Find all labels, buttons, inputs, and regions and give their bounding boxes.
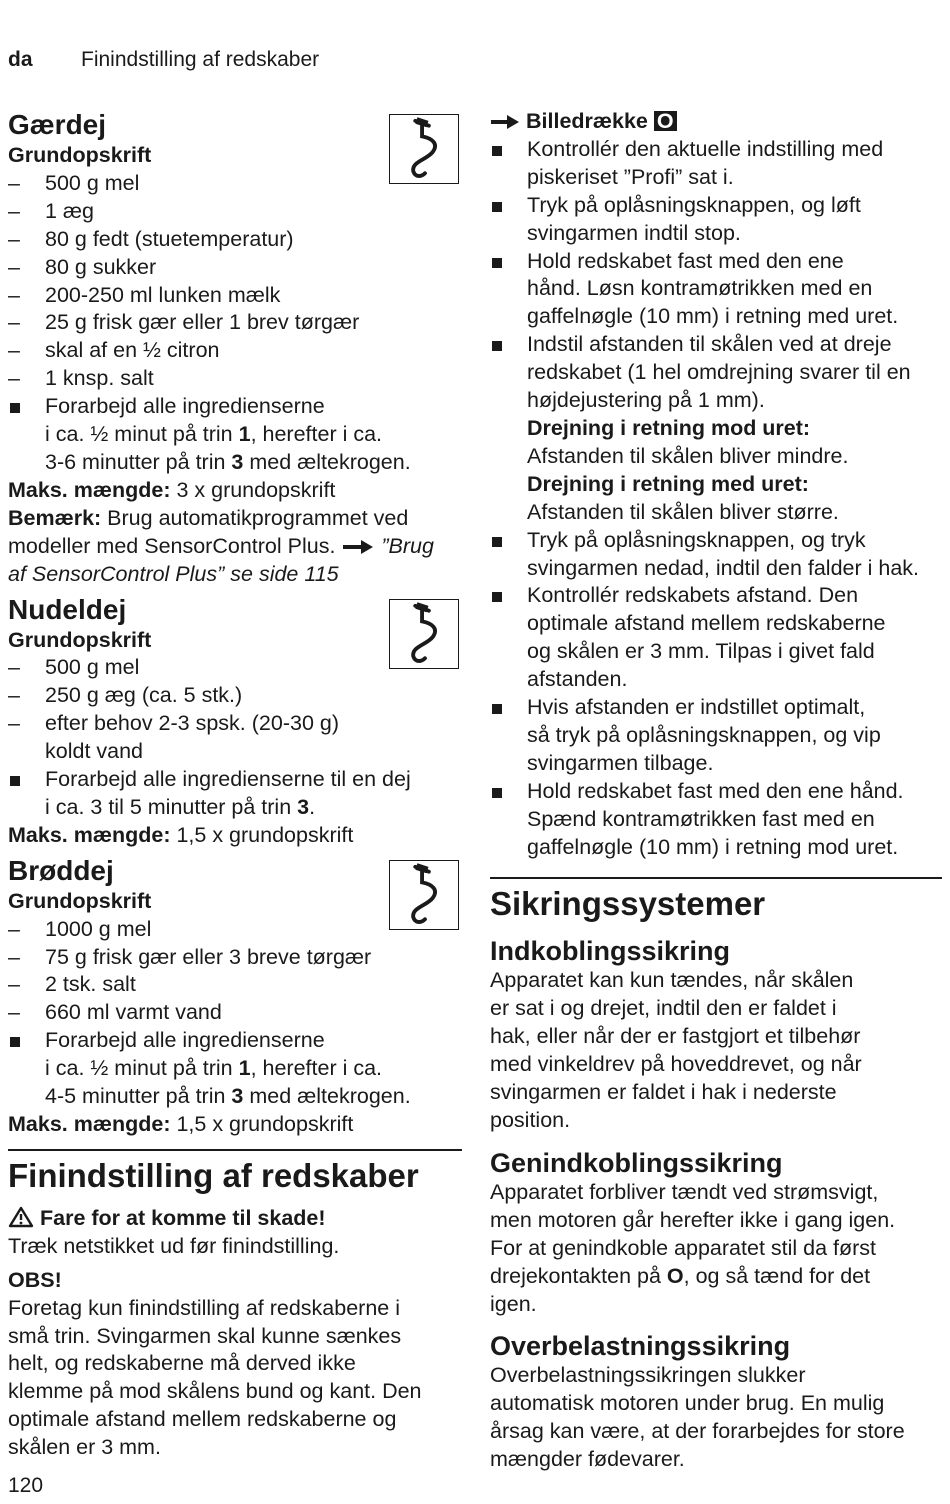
- subtitle: Grundopskrift: [8, 627, 152, 652]
- arrow-right-icon: [490, 114, 520, 130]
- list-item: – 500 g mel: [8, 655, 140, 680]
- step-item: Hold redskabet fast med den ene hånd. Spænd kontramøtrikken fast med en gaffelnøgle (10 mm) i retning mod uret.: [490, 778, 942, 862]
- text-line: mængder fødevarer.: [490, 1447, 685, 1472]
- list-item: – 25 g frisk gær eller 1 brev tørgær: [8, 310, 360, 335]
- obs-line: optimale afstand mellem redskaberne og: [8, 1407, 397, 1432]
- text-line: automatisk motoren under brug. En mulig: [490, 1391, 885, 1416]
- obs-line: skålen er 3 mm.: [8, 1435, 161, 1460]
- section-broddej: [8, 854, 462, 1139]
- step-item: Kontrollér redskabets afstand. Den optimale afstand mellem redskaberne og skålen er 3 mm. Tilpas i givet fald afstanden.: [490, 582, 942, 694]
- text-line: er sat i og drejet, indtil den er faldet i: [490, 996, 837, 1021]
- list-item: – 1 æg: [8, 198, 95, 223]
- max-amount: Maks. mængde: 1,5 x grundopskrift: [8, 822, 354, 847]
- section-nudeldej: [8, 593, 462, 850]
- step-item: Forarbejd alle ingredienserne til en dej i ca. 3 til 5 minutter på trin 3.: [8, 766, 462, 822]
- square-bullet-icon: [492, 146, 502, 156]
- text-line: Apparatet forbliver tændt ved strømsvigt,: [490, 1179, 879, 1204]
- direction-label: Drejning i retning mod uret:: [527, 415, 811, 440]
- square-bullet-icon: [492, 341, 502, 351]
- left-column: [8, 108, 462, 1462]
- direction-label: Drejning i retning med uret:: [527, 471, 809, 496]
- section-title: Brøddej: [8, 854, 114, 886]
- obs-line: små trin. Svingarmen skal kunne sænkes: [8, 1323, 402, 1348]
- text-line: drejekontakten på O, og så tænd for det: [490, 1263, 871, 1288]
- list-item: – 660 ml varmt vand: [8, 1000, 222, 1025]
- text-line: For at genindkoble apparatet stil da først: [490, 1235, 877, 1260]
- step-item: Tryk på oplåsningsknappen, og løft svingarmen indtil stop.: [490, 192, 942, 248]
- text-line: med vinkeldrev på hoveddrevet, og når: [490, 1052, 862, 1077]
- obs-line: Foretag kun finindstilling af redskaberne i: [8, 1295, 400, 1320]
- text-line: hak, eller når der er fastgjort et tilbehør: [490, 1024, 861, 1049]
- figure-reference: Billedrække O: [490, 108, 942, 136]
- list-item: – 80 g sukker: [8, 254, 157, 279]
- figure-letter-badge: O: [654, 111, 677, 131]
- square-bullet-icon: [492, 704, 502, 714]
- list-item: – 1000 g mel: [8, 916, 152, 941]
- text-line: Overbelastningssikringen slukker: [490, 1363, 806, 1388]
- cross-reference-link[interactable]: af SensorControl Plus” se side 115: [8, 561, 339, 586]
- step-item: Tryk på oplåsningsknappen, og tryk svingarmen nedad, indtil den falder i hak.: [490, 527, 942, 583]
- square-bullet-icon: [492, 537, 502, 547]
- section-title: Gærdej: [8, 109, 107, 140]
- list-item: – 1 knsp. salt: [8, 366, 154, 391]
- list-item: – skal af en ½ citron: [8, 338, 220, 363]
- section-finindstilling: [8, 1157, 462, 1462]
- obs-heading: OBS!: [8, 1267, 62, 1292]
- step-item: Hold redskabet fast med den ene hånd. Løsn kontramøtrikken med en gaffelnøgle (10 mm) i retning med uret.: [490, 248, 942, 332]
- list-item: – 250 g æg (ca. 5 stk.): [8, 683, 243, 708]
- warning-heading: Fare for at komme til skade!: [8, 1205, 462, 1233]
- obs-line: helt, og redskaberne må derved ikke: [8, 1351, 356, 1376]
- max-amount: Maks. mængde: 3 x grundopskrift: [8, 477, 336, 502]
- section-divider: [490, 877, 942, 879]
- right-column: [490, 108, 942, 1474]
- warning-triangle-icon: [8, 1206, 34, 1228]
- step-item: Indstil afstanden til skålen ved at dreje redskabet (1 hel omdrejning svarer til en højdejustering på 1 mm). Drejning i retning mod uret: Afstanden til skålen bliver mindre. Drejning i retning med uret: Afstanden til skålen bliver større.: [490, 331, 942, 526]
- language-code: da: [8, 48, 33, 71]
- square-bullet-icon: [10, 1037, 20, 1047]
- list-item: – 500 g mel: [8, 170, 140, 195]
- off-symbol: O: [666, 1263, 684, 1288]
- list-item: – 75 g frisk gær eller 3 breve tørgær: [8, 944, 372, 969]
- section-divider: [8, 1149, 462, 1151]
- arrow-right-icon: [341, 539, 375, 555]
- square-bullet-icon: [492, 592, 502, 602]
- step-item: Forarbejd alle ingredienserne i ca. ½ minut på trin 1, herefter i ca. 3-6 minutter på trin 3 med æltekrogen.: [8, 393, 462, 477]
- section-title: Nudeldej: [8, 593, 127, 625]
- text-line: men motoren går herefter ikke i gang igen.: [490, 1207, 896, 1232]
- subsection-title: Indkoblingssikring: [490, 936, 731, 967]
- section-title: Sikringssystemer: [490, 885, 766, 923]
- square-bullet-icon: [492, 788, 502, 798]
- step-item: Forarbejd alle ingredienserne i ca. ½ minut på trin 1, herefter i ca. 4-5 minutter på trin 3 med æltekrogen.: [8, 1027, 462, 1111]
- subtitle: Grundopskrift: [8, 143, 152, 167]
- note: Bemærk: Brug automatikprogrammet ved: [8, 505, 409, 530]
- step-item: Hvis afstanden er indstillet optimalt, så tryk på oplåsningsknappen, og vip svingarmen tilbage.: [490, 694, 942, 778]
- section-gaerdej: Gærdej Grundopskrift – 500 g mel – 1 æg – 80 g fedt (stuetemperatur) – 80 g sukker – 200-250 ml lunken mælk – 25 g frisk gær eller 1 brev tørgær – skal af en ½ citron – 1 knsp. salt Forarbejd alle ingredienserne i ca. ½ minut på trin 1, herefter i ca. 3-6 minutter på trin 3 med æltekrogen. Maks. mængde: 3 x grundopskrift Bemærk: Brug automatikprogrammet ved modeller med SensorControl Plus. ”Brug af SensorControl Plus” se side 115: [8, 108, 462, 589]
- header-title: Finindstilling af redskaber: [81, 48, 320, 71]
- section-title: Finindstilling af redskaber: [8, 1156, 419, 1194]
- square-bullet-icon: [492, 258, 502, 268]
- text-line: igen.: [490, 1291, 537, 1316]
- text-line: svingarmen er faldet i hak i nederste: [490, 1080, 837, 1105]
- page-number: 120: [8, 1474, 44, 1497]
- page-header: [8, 48, 319, 72]
- max-amount: Maks. mængde: 1,5 x grundopskrift: [8, 1112, 354, 1136]
- list-item: – efter behov 2-3 spsk. (20-30 g) koldt vand: [8, 711, 339, 764]
- list-item: – 80 g fedt (stuetemperatur): [8, 226, 294, 251]
- step-item: Kontrollér den aktuelle indstilling med piskeriset ”Profi” sat i.: [490, 136, 942, 192]
- square-bullet-icon: [492, 202, 502, 212]
- subsection-title: Overbelastningssikring: [490, 1331, 791, 1362]
- text-line: Apparatet kan kun tændes, når skålen: [490, 968, 854, 993]
- subsection-title: Genindkoblingssikring: [490, 1147, 783, 1178]
- square-bullet-icon: [10, 776, 20, 786]
- list-item: – 2 tsk. salt: [8, 972, 136, 997]
- warning-text: Træk netstikket ud før finindstilling.: [8, 1233, 340, 1258]
- cross-reference-link[interactable]: ”Brug: [381, 533, 434, 558]
- text-line: årsag kan være, at der forarbejdes for store: [490, 1419, 905, 1444]
- square-bullet-icon: [10, 403, 20, 413]
- obs-line: klemme på mod skålens bund og kant. Den: [8, 1379, 422, 1404]
- text-line: position.: [490, 1108, 571, 1132]
- list-item: – 200-250 ml lunken mælk: [8, 282, 281, 307]
- subtitle: Grundopskrift: [8, 888, 152, 913]
